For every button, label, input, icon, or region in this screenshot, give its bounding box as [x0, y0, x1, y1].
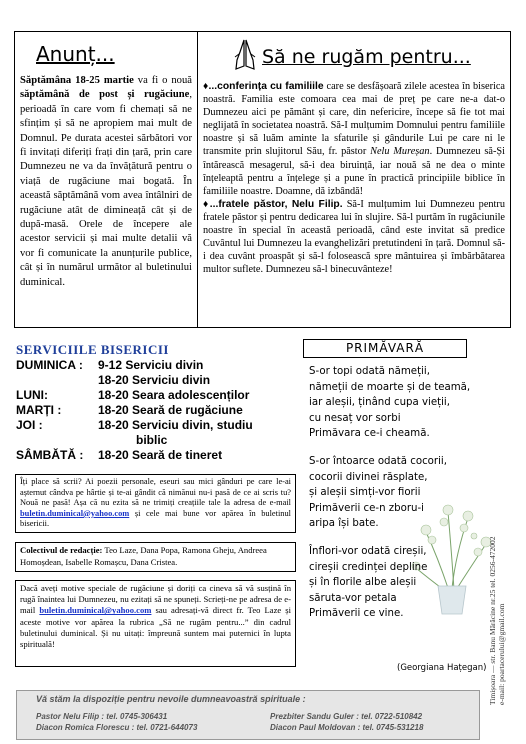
editorial-box: Colectivul de redacție: Teo Laze, Dana Popa, Ramona Gheju, Andreea Homoșdean, Isabelle Romașcu, Dana Cristea. — [15, 542, 296, 572]
write-invite-box: Îți place să scrii? Ai poezii personale, eseuri sau mici gânduri pe care le-ai așternut cândva pe hârtie și te-ai gândit că nimănui nu-i pasă de ce ai scris tu? Nouă ne pasă! Așa că nu ezita să ne trimiți creațiile tale la adresa de e-mail buletin.duminical@yahoo.com și cele mai bune vor apărea în buletinul bisericii. — [15, 474, 296, 533]
poem-author: (Georgiana Hațegan) — [397, 663, 487, 673]
contacts-right — [270, 711, 423, 733]
prayer-email-link[interactable]: buletin.duminical@yahoo.com — [39, 605, 152, 616]
week-label: Săptămâna 18-25 martie — [20, 75, 134, 86]
prayer-item-family: ♦...conferința cu familiile care se desfășoară zilele acestea în biserica noastră. Familia este comoara cea mai de preț pe care ne-a dat-o Dumnezeu aici pe pământ și care, din nefericire, începe să fie tot mai neglijată în societatea noastră. Să-I mulțumim Domnului pentru familiile noastre și să luăm aminte la sfaturile și gândurile Lui pe care ni le transmite prin slujitorul Său, fr. păstor Nelu Mureșan. Dumnezeu să-Și întărească mesagerul, să-i dea biruință, iar nouă să ne dea o minte înțeleaptă pentru a înțelege și a pune în practică principiile biblice în familiile noastre. Doamne, dă izbândă! — [203, 81, 505, 197]
service-row: 18-20 Serviciu divin — [98, 373, 211, 387]
contacts-left — [36, 711, 197, 733]
prayer-requests-box: Dacă aveți motive speciale de rugăciune și doriți ca cineva să vă susțină în rugă înaintea lui Dumnezeu, nu ezitați să ne spuneți. Scrieți-ne pe adresa de e-mail buletin.duminical@yahoo.com sau adresați-vă direct fr. Teo Laze și aceste motive vor apărea la rubrica „Să ne rugăm pentru...” din cadrul buletinului duminical. Și nu uitați: împreună suntem mai puternici în lupta spirituală! — [15, 580, 296, 667]
prayer-title: Să ne rugăm pentru... — [262, 46, 471, 68]
service-row: JOI : 18-20 Serviciu divin, studiu — [16, 418, 253, 432]
column-divider — [197, 31, 198, 328]
contacts-intro: Vă stăm la dispoziție pentru nevoile dumneavoastră spirituale : — [36, 694, 306, 704]
poem-text — [309, 364, 470, 622]
announcements-title: Anunț... — [36, 42, 115, 66]
praying-hands-icon — [232, 38, 258, 72]
poem-title: PRIMĂVARĂ — [345, 341, 425, 355]
church-address: Timișoara — str. Banu Mărăcine nr.25 tel. 0256-472002 e-mail: poartacerului@gmail.com — [488, 536, 506, 705]
contact-deacon-1: Diacon Romica Florescu : tel. 0721-644073 — [36, 723, 198, 732]
service-row: MARȚI : 18-20 Seară de rugăciune — [16, 403, 243, 417]
service-row: DUMINICA : 9-12 Serviciu divin — [16, 358, 204, 372]
service-row: biblic — [136, 433, 168, 447]
contact-pastor: Pastor Nelu Filip : tel. 0745-306431 — [36, 712, 168, 721]
announcements-body: Săptămâna 18-25 martie va fi o nouă săptămână de post și rugăciune, perioadă în care vom fi chemați să ne sfințim și să ne apropiem mai mult de Domnul. Pe durata acestei sărbători vor fi invitați diferiți frați din țară, prin care Dumnezeu ne va da învățătură pentru o viață de rugăciune mai bogată. În această săptămână vom avea întâlniri de rugăciune atât de dimineață cât și de după-masă. Orele de începere ale acestor servicii și mai multe detalii vă vor fi comunicate la anunțurile publice, cât și în numărul următor al buletinului duminical. — [20, 75, 192, 288]
service-row: SÂMBĂTĂ : 18-20 Seară de tineret — [16, 448, 223, 462]
service-row: LUNI: 18-20 Seara adolescenților — [16, 388, 250, 402]
poem-stanza-1: S-or topi odată nămeții, nămeții de moarte și de teamă, iar aleșii, ținând cupa vieții, cu nesaț vor sorbi Primăvara ce-i cheamă. — [309, 366, 471, 440]
services-list — [16, 358, 253, 463]
contact-elder: Prezbiter Sandu Guler : tel. 0722-510842 — [270, 712, 423, 721]
prayer-item-pastor: ♦...fratele păstor, Nelu Filip. Să-I mulțumim lui Dumnezeu pentru fratele păstor și pentru dedicarea lui în slujire. Să-l purtăm în rugăciunile noastre în special în această perioadă, când este invitat să predice Cuvântul lui Dumnezeu la evanghelizări pretutindeni în țară. Domnul să-i dea cuvânt proaspăt și să-l folosească spre mântuirea și îmbărbătarea multor suflete. Dumnezeu să-l binecuvânteze! — [203, 198, 505, 276]
poem-stanza-2: S-or întoarce odată cocorii, cocorii divinei răsplate, și aleșii simți-vor fiorii Primăverii ce-n zboru-i aripa își bate. — [309, 455, 447, 530]
poem-stanza-3: Înflori-vor odată cireșii, cireșii credinței depline și în florile albe aleșii săruta-vor petala Primăverii ce vine. — [309, 545, 428, 620]
services-title: SERVICIILE BISERICII — [16, 342, 169, 357]
prayer-body — [203, 80, 505, 276]
write-email-link[interactable]: buletin.duminical@yahoo.com — [20, 508, 130, 518]
contact-deacon-2: Diacon Paul Moldovan : tel. 0745-531218 — [270, 723, 424, 732]
week-type: săptămână de post și rugăciune — [20, 89, 190, 101]
